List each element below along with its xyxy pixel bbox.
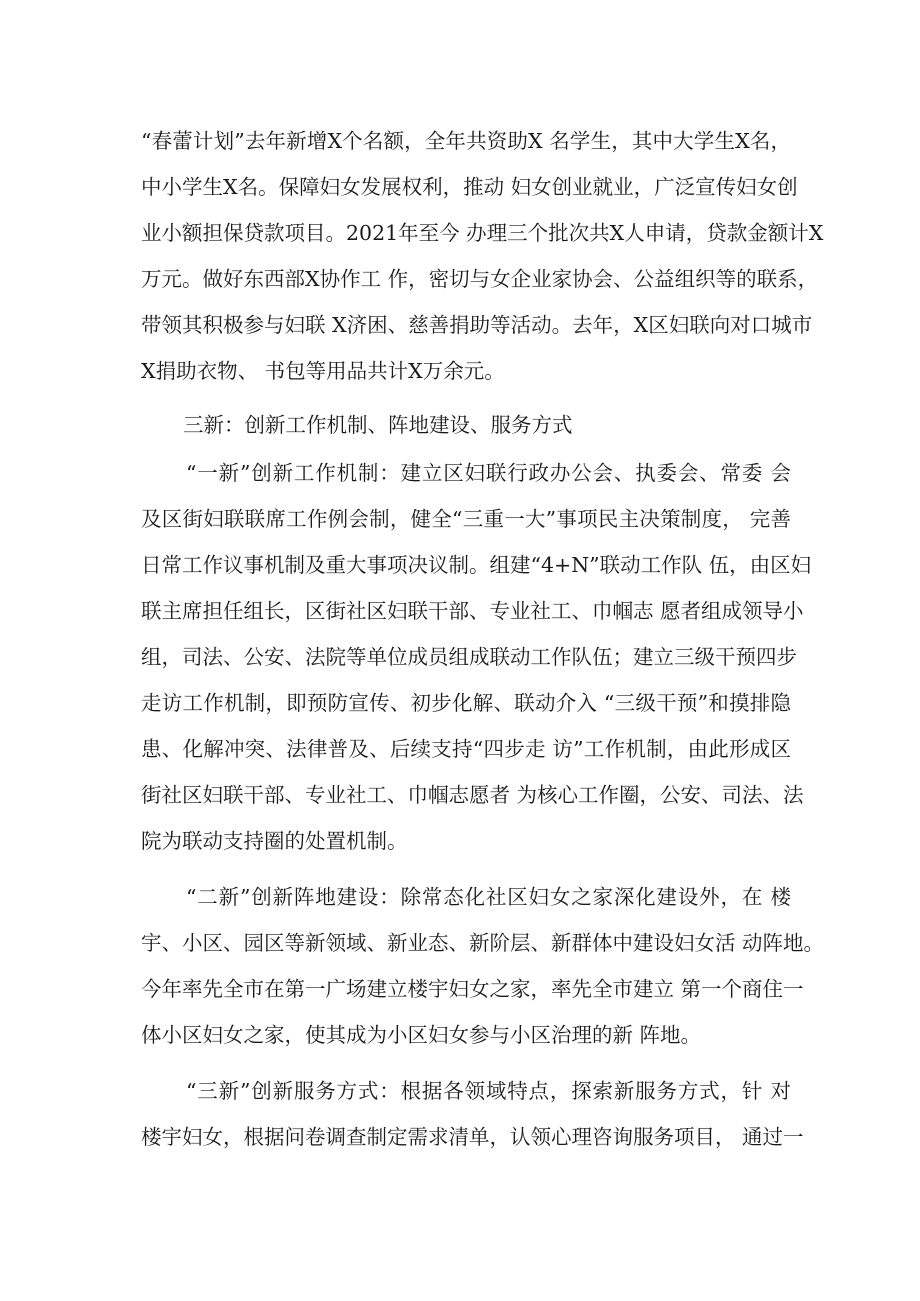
paragraph-3-line-1: “二新”创新阵地建设：除常态化社区妇女之家深化建设外，在 楼 [186,885,791,909]
paragraph-1-line-4: 万元。做好东西部X协作工 作，密切与女企业家协会、公益组织等的联系， [141,267,819,291]
paragraph-2-line-4: 联主席担任组长，区街社区妇联干部、专业社工、巾帼志 愿者组成领导小 [141,599,804,623]
paragraph-2-line-8: 街社区妇联干部、专业社工、巾帼志愿者 为核心工作圈，公安、司法、法 [141,783,804,807]
section-heading: 三新：创新工作机制、阵地建设、服务方式 [183,413,573,437]
paragraph-4-line-1: “三新”创新服务方式：根据各领域特点，探索新服务方式，针 对 [186,1079,791,1103]
paragraph-1-line-3: 业小额担保贷款项目。2021年至今 办理三个批次共X人申请，贷款金额计X [141,221,824,245]
paragraph-1-line-2: 中小学生X名。保障妇女发展权利，推动 妇女创业就业，广泛宣传妇女创 [141,175,798,199]
paragraph-3-line-2: 宇、小区、园区等新领域、新业态、新阶层、新群体中建设妇女活 动阵地。 [141,931,825,955]
paragraph-2-line-9: 院为联动支持圈的处置机制。 [141,829,408,853]
paragraph-2-line-1: “一新”创新工作机制：建立区妇联行政办公会、执委会、常委 会 [186,461,791,485]
paragraph-1-line-1: “春蕾计划”去年新增X个名额，全年共资助X 名学生，其中大学生X名， [141,129,791,153]
paragraph-1-line-6: X捐助衣物、 书包等用品共计X万余元。 [141,359,505,383]
paragraph-3-line-3: 今年率先全市在第一广场建立楼宇妇女之家，率先全市建立 第一个商住一 [141,977,804,1001]
paragraph-2-line-5: 组，司法、公安、法院等单位成员组成联动工作队伍；建立三级干预四步 [141,645,797,669]
paragraph-3-line-4: 体小区妇女之家，使其成为小区妇女参与小区治理的新 阵地。 [141,1023,702,1047]
paragraph-2-line-7: 患、化解冲突、法律普及、后续支持“四步走 访”工作机制，由此形成区 [141,737,791,761]
paragraph-2-line-2: 及区街妇联联席工作例会制，健全“三重一大”事项民主决策制度， 完善 [141,507,791,531]
paragraph-2-line-6: 走访工作机制，即预防宣传、初步化解、联动介入 “三级干预”和摸排隐 [141,691,791,715]
paragraph-2-line-3: 日常工作议事机制及重大事项决议制。组建“4+N”联动工作队 伍，由区妇 [141,553,812,577]
paragraph-1-line-5: 带领其积极参与妇联 X济困、慈善捐助等活动。去年，X区妇联向对口城市 [141,313,813,337]
paragraph-4-line-2: 楼宇妇女，根据问卷调查制定需求清单，认领心理咨询服务项目， 通过一 [141,1125,804,1149]
